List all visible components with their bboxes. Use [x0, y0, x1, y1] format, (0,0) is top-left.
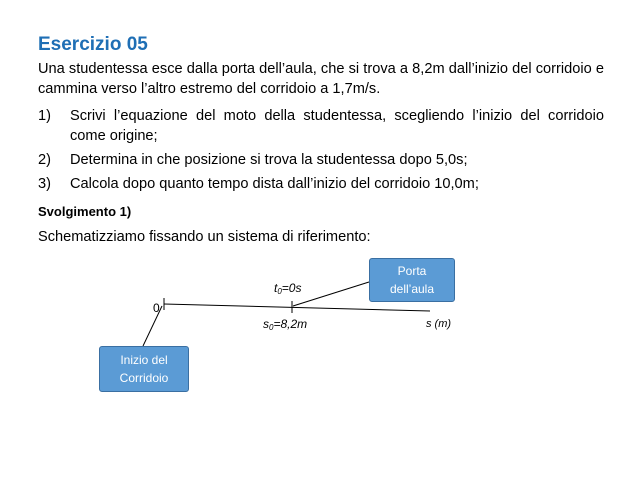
inizio-box-line1: Inizio del	[120, 353, 168, 367]
s0-label: $s_0=8,2m$	[263, 317, 308, 332]
inizio-box-line2: Corridoio	[119, 371, 169, 385]
t0-label: $t_0=0s$	[274, 281, 302, 296]
porta-connector	[293, 282, 369, 306]
question-number: 2)	[38, 152, 51, 168]
question-number: 3)	[38, 176, 51, 192]
solution-heading: Svolgimento 1)	[38, 204, 132, 219]
question-text: Scrivi l’equazione del moto della studentessa, scegliendo l’inizio del corridoio come origine;	[70, 108, 604, 144]
porta-aula-box	[369, 258, 455, 302]
question-text: Calcola dopo quanto tempo dista dall’inizio del corridoio 10,0m;	[70, 176, 479, 192]
exercise-intro: Una studentessa esce dalla porta dell’aula, che si trova a 8,2m dall’inizio del corridoio e cammina verso l’altro estremo del corridoio a 1,7m/s.	[38, 61, 604, 97]
question-number: 1)	[38, 108, 51, 124]
inizio-corridoio-box	[99, 346, 189, 392]
axis-label: s (m)	[426, 318, 452, 330]
origin-label: 0	[153, 301, 160, 315]
porta-box-line2: dell’aula	[389, 282, 435, 296]
porta-box-line1: Porta	[397, 264, 427, 278]
exercise-title: Esercizio 05	[38, 34, 148, 55]
question-text: Determina in che posizione si trova la studentessa dopo 5,0s;	[70, 152, 468, 168]
scheme-text: Schematizziamo fissando un sistema di riferimento:	[38, 229, 371, 245]
